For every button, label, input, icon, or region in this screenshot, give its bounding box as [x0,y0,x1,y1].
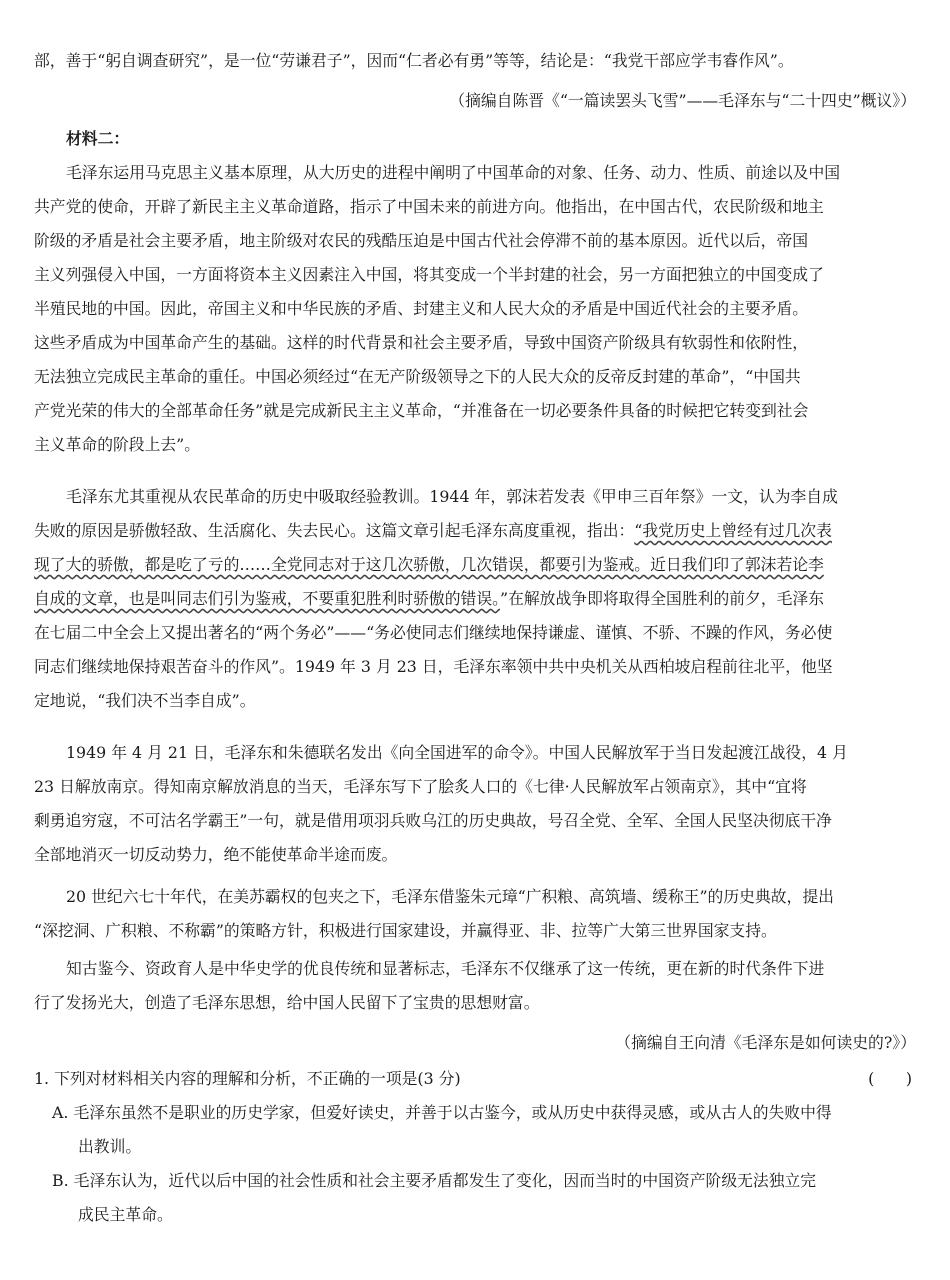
material2-paragraph-1 [0,156,950,462]
plain-text: ”在解放战争即将取得全国胜利的前夕，毛泽东 [500,589,825,608]
option-b-line: 成民主革命。 [78,1205,173,1224]
question-text: 1. 下列对材料相关内容的理解和分析，不正确的一项是(3 分) [34,1069,461,1088]
paragraph-line [0,514,950,548]
material2-source: （摘编自王向清《毛泽东是如何读史的?》） [615,1033,916,1052]
paragraph-line: 共产党的使命，开辟了新民主主义革命道路，指示了中国未来的前进方向。他指出，在中国古代，农民阶级和地主 [34,197,824,216]
option-a-line: 出教训。 [78,1137,142,1156]
material2-paragraph-4 [0,880,950,948]
paragraph-line [0,582,950,616]
paragraph-line: 阶级的矛盾是社会主要矛盾，地主阶级对农民的残酷压迫是中国古代社会停滞不前的基本原因。近代以后，帝国 [34,231,809,250]
paragraph-line: 定地说，“我们决不当李自成”。 [34,691,256,710]
option-a[interactable] [0,1096,950,1164]
option-b-line: B. 毛泽东认为，近代以后中国的社会性质和社会主要矛盾都发生了变化，因而当时的中国资产阶级无法独立完 [52,1171,817,1190]
answer-blank[interactable]: ( ) [868,1069,912,1088]
wavy-underlined-quote: “我党历史上曾经有过几次表 [634,521,832,540]
paragraph-line: 23 日解放南京。得知南京解放消息的当天，毛泽东写下了脍炙人口的《七律·人民解放军占领南京》，其中“宜将 [34,777,807,796]
paragraph-line: 行了发扬光大，创造了毛泽东思想，给中国人民留下了宝贵的思想财富。 [34,993,540,1012]
wavy-underlined-quote: 自成的文章，也是叫同志们引为鉴戒，不要重犯胜利时骄傲的错误。 [34,589,501,608]
paragraph-line: 1949 年 4 月 21 日，毛泽东和朱德联名发出《向全国进军的命令》。中国人民解放军于当日发起渡江战役，4 月 [66,743,848,762]
paragraph-line: 产党光荣的伟大的全部革命任务”就是完成新民主主义革命，“并准备在一切必要条件具备的时候把它转变到社会 [34,401,809,420]
material2-paragraph-3 [0,736,950,872]
material2-heading: 材料二： [66,129,130,148]
material1-source: （摘编自陈晋《“一篇读罢头飞雪”——毛泽东与“二十四史”概议》） [449,91,916,110]
paragraph-line: 同志们继续地保持艰苦奋斗的作风”。1949 年 3 月 23 日，毛泽东率领中共中央机关从西柏坡启程前往北平，他坚 [34,657,833,676]
paragraph-line: 毛泽东运用马克思主义基本原理，从大历史的进程中阐明了中国革命的对象、任务、动力、性质、前途以及中国 [66,163,841,182]
paragraph-line: 主义列强侵入中国，一方面将资本主义因素注入中国，将其变成一个半封建的社会，另一方面把独立的中国变成了 [34,265,824,284]
material2-paragraph-5 [0,952,950,1020]
paragraph-line: 剩勇追穷寇，不可沽名学霸王”一句，就是借用项羽兵败乌江的历史典故，号召全党、全军、全国人民坚决彻底干净 [34,811,832,830]
paragraph-line: 无法独立完成民主革命的重任。中国必须经过“在无产阶级领导之下的人民大众的反帝反封建的革命”，“中国共 [34,367,801,386]
question-1 [0,1062,950,1232]
paragraph-line: 半殖民地的中国。因此，帝国主义和中华民族的矛盾、封建主义和人民大众的矛盾是中国近代社会的主要矛盾。 [34,299,809,318]
paragraph-line: 全部地消灭一切反动势力，绝不能使革命半途而废。 [34,845,398,864]
paragraph-line: 知古鉴今、资政育人是中华史学的优良传统和显著标志，毛泽东不仅继承了这一传统，更在新的时代条件下进 [66,959,825,978]
paragraph-line: “深挖洞、广积粮、不称霸”的策略方针，积极进行国家建设，并赢得亚、非、拉等广大第三世界国家支持。 [34,921,777,940]
material1-last-line: 部，善于“躬自调查研究”，是一位“劳谦君子”，因而“仁者必有勇”等等，结论是：“我党干部应学韦睿作风”。 [34,51,794,70]
paragraph-line: 这些矛盾成为中国革命产生的基础。这样的时代背景和社会主要矛盾，导致中国资产阶级具有软弱性和依附性， [34,333,809,352]
paragraph-line: 主义革命的阶段上去”。 [34,435,201,454]
question-stem [0,1062,950,1096]
option-b[interactable] [0,1164,950,1232]
paragraph-line: 在七届二中全会上又提出著名的“两个务必”——“务必使同志们继续地保持谦虚、谨慎、不骄、不躁的作风，务必使 [34,623,833,642]
option-a-line: A. 毛泽东虽然不是职业的历史学家，但爱好读史，并善于以古鉴今，或从历史中获得灵感，或从古人的失败中得 [52,1103,832,1122]
wavy-underlined-quote: 现了大的骄傲，都是吃了亏的……全党同志对于这几次骄傲，几次错误，都要引为鉴戒。近日我们印了郭沫若论李 [34,555,824,574]
plain-text: 失败的原因是骄傲轻敌、生活腐化、失去民心。这篇文章引起毛泽东高度重视，指出： [34,521,635,540]
paragraph-line: 20 世纪六七十年代，在美苏霸权的包夹之下，毛泽东借鉴朱元璋“广积粮、高筑墙、缓称王”的历史典故，提出 [66,887,834,906]
material2-paragraph-2 [0,480,950,718]
paragraph-line [0,548,950,582]
paragraph-line: 毛泽东尤其重视从农民革命的历史中吸取经验教训。1944 年，郭沫若发表《甲申三百年祭》一文，认为李自成 [66,487,838,506]
